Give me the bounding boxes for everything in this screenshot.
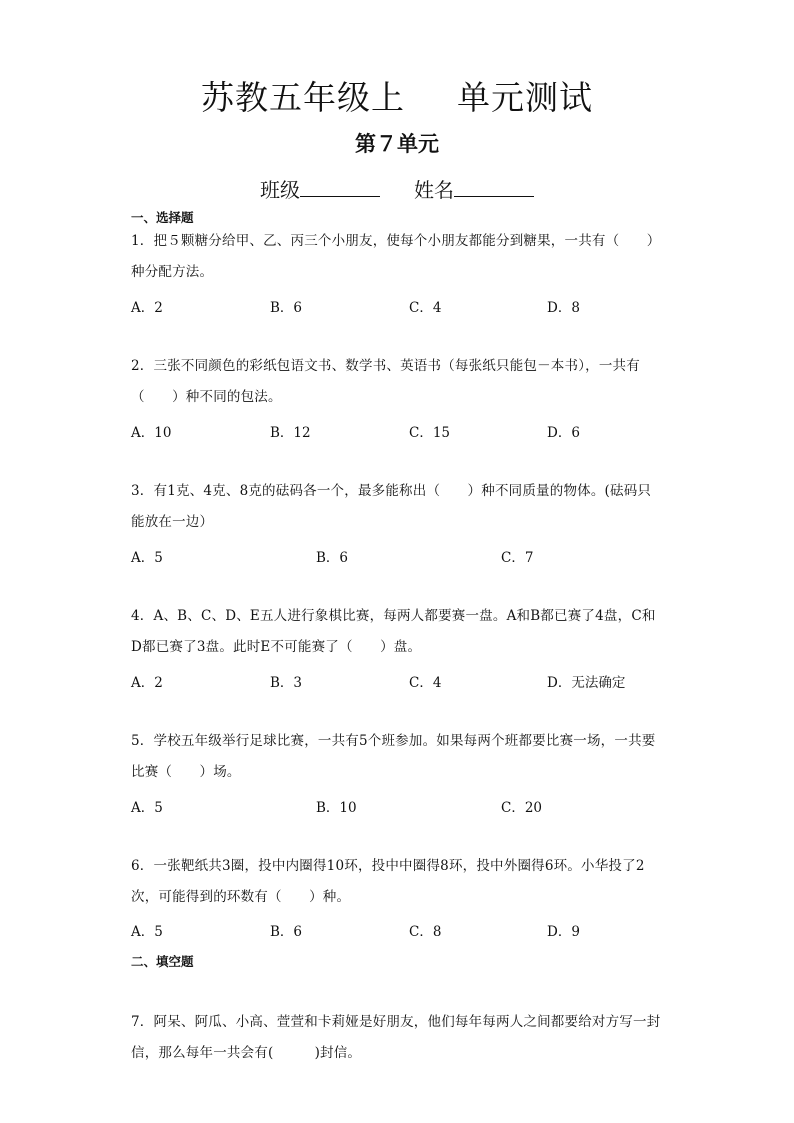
q5-option-a: A．5 [131,800,163,816]
title-part-1: 苏教五年级上 [201,78,405,117]
name-label: 姓名 [414,178,454,202]
q4-option-c: C．4 [409,675,442,691]
question-6-text: 6．一张靶纸共3圈，投中内圈得10环，投中中圈得8环，投中外圈得6环。小华投了2次，可能得到的环数有（ ）种。 [131,858,645,905]
q2-option-b: B．12 [270,425,311,441]
question-7-text: 7．阿呆、阿瓜、小高、萱萱和卡莉娅是好朋友，他们每年每两人之间都要给对方写一封信，那么每年一共会有( )封信。 [131,1014,661,1061]
question-1-text: 1．把５颗糖分给甲、乙、丙三个小朋友，使每个小朋友都能分到糖果，一共有（ ）种分配方法。 [131,233,661,280]
q3-option-c: C．7 [501,550,534,566]
q1-option-b: B．6 [270,300,303,316]
class-label: 班级 [260,178,300,202]
class-blank[interactable] [300,178,380,197]
student-info-line [0,174,794,203]
q6-option-a: A．5 [131,924,163,940]
name-blank[interactable] [454,178,534,197]
page-title [0,72,794,119]
q4-option-a: A．2 [131,675,163,691]
unit-subtitle: 第７单元 [355,132,439,156]
title-part-2: 单元测试 [457,78,593,117]
q2-option-d: D．6 [547,425,580,441]
question-3-text: 3．有1克、4克、8克的砝码各一个，最多能称出（ ）种不同质量的物体。(砝码只能放在一边） [131,483,652,530]
q4-option-b: B．3 [270,675,303,691]
q3-option-a: A．5 [131,550,163,566]
q2-option-a: A．10 [131,425,172,441]
q4-option-d: D．无法确定 [547,675,626,691]
q3-option-b: B．6 [316,550,349,566]
q6-option-d: D．9 [547,924,580,940]
question-4-text: 4．A、B、C、D、E五人进行象棋比赛，每两人都要赛一盘。A和B都已赛了4盘，C和D都已赛了3盘。此时E不可能赛了（ ）盘。 [131,608,656,655]
question-5-text: 5．学校五年级举行足球比赛，一共有5个班参加。如果每两个班都要比赛一场，一共要比赛（ ）场。 [131,733,656,780]
q1-option-d: D．8 [547,300,580,316]
question-2-text: 2．三张不同颜色的彩纸包语文书、数学书、英语书（每张纸只能包－本书），一共有（ ）种不同的包法。 [131,358,640,405]
section-heading-fill: 二、填空题 [131,954,194,969]
q6-option-b: B．6 [270,924,303,940]
q1-option-c: C．4 [409,300,442,316]
q5-option-c: C．20 [501,800,543,816]
q6-option-c: C．8 [409,924,442,940]
q5-option-b: B．10 [316,800,357,816]
q1-option-a: A．2 [131,300,163,316]
section-heading-choice: 一、选择题 [131,210,194,225]
q2-option-c: C．15 [409,425,451,441]
